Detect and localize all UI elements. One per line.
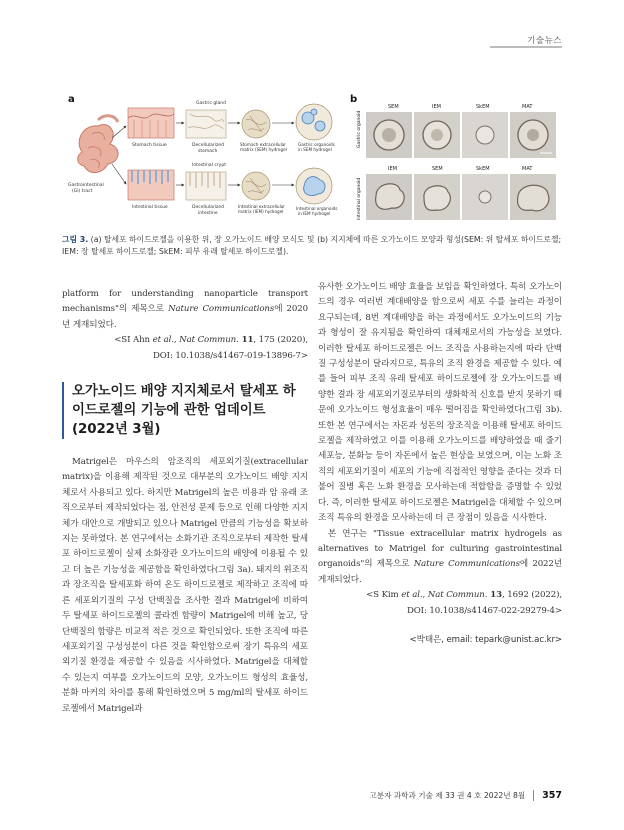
- svg-text:Gastric organoids: Gastric organoids: [298, 142, 335, 147]
- section-title: 오가노이드 배양 지지체로서 탈세포 하이드로젤의 기능에 관한 업데이트 (2022년 3월): [62, 382, 308, 439]
- svg-text:Intestinal extracellular: Intestinal extracellular: [238, 204, 286, 209]
- gastric-gland-label: Gastric gland: [196, 101, 226, 106]
- citation-2-doi: DOI: 10.1038/s41467-022-29279-4>: [406, 605, 562, 616]
- page-number: 357: [533, 790, 562, 801]
- right-column: [318, 280, 562, 648]
- panel-a-letter: a: [68, 94, 75, 105]
- caption-label: 그림 3.: [62, 235, 89, 244]
- right-para1: 유사한 오가노이드 배양 효율을 보임을 확인하였다. 특히 오가노이드의 경우 여러번 계대배양을 함으로써 세포 수를 늘리는 과정이 요구되는데, 8번 계대배양을 하는 과정에서도 오가노이드의 기능과 형성이 잘 유지됨을 확인하여 대체재로서의 가능성을 보였다. 이러한 탈세포 하이드로젤은 어느 조직을 사용하는지에 따라 단백질 구성성분이 달라지므로, 특유의 조직 환경을 제공할 수 있다. 예를 들어 피부 조직 유래 탈세포 하이드로젤에 장 오가노이드를 배양한 결과 장 세포외기질로부터의 생화학적 신호를 받지 못하기 때문에 오가노이드 형성효율이 매우 떨어짐을 확인하였다(그림 3b). 또한 본 연구에서는 자돈과 성돈의 장조직을 이용해 탈세포 하이드로젤을 제작하였고 이를 이용해 오가노이드를 배양하였을 때 줄기세포능, 분화능 등이 자돈에서 높은 현상을 보였으며, 이는 노화 조직의 세포외기질이 세포의 기능에 직접적인 영향을 준다는 것과 더불어 질병 혹은 노화 환경을 모사하는데 적합함을 증명할 수 있었다. 즉, 이러한 탈세포 하이드로젤은 Matrigel을 대체할 수 있으며 조직 특유의 환경을 모사하는데 더 큰 장점이 있음을 시사한다.: [318, 282, 562, 524]
- svg-text:Intestinal organoids: Intestinal organoids: [296, 206, 338, 211]
- svg-text:SEM: SEM: [388, 104, 399, 110]
- citation-1-doi: DOI: 10.1038/s41467-019-13896-7>: [152, 350, 308, 361]
- svg-text:IEM: IEM: [432, 104, 441, 110]
- svg-text:Decellularized: Decellularized: [192, 143, 224, 148]
- svg-text:in IEM hydrogel: in IEM hydrogel: [298, 211, 331, 216]
- figure-caption: [62, 234, 562, 258]
- svg-text:(GI) tract: (GI) tract: [72, 189, 93, 194]
- decellularized-stomach: [186, 110, 226, 138]
- svg-text:stomach: stomach: [198, 149, 218, 154]
- svg-text:Intestinal crypt: Intestinal crypt: [192, 163, 226, 168]
- left-para2: Matrigel은 마우스의 암조직의 세포외기질(extracellular matrix)을 이용해 제작된 것으로 대부분의 오가노이드 배양 지지체로서 사용되고 있다. 하지만 Matrigel의 높은 비용과 암 유래 조직으로부터 제작되었다는 점, 안전성 문제 등으로 인해 다양한 지지체가 대안으로 개발되고 있으나 Matrigel 만큼의 기능성을 확보하지는 못하였다. 본 연구에서는 소화기관 조직으로부터 제작한 탈세포 하이드로젤이 실제 소화장관 오가노이드의 배양에 이용될 수 있고 더 높은 기능성을 제공함을 확인하였다(그림 3a). 돼지의 위조직과 장조직을 탈세포화 하여 온도 하이드로젤로 제작하고 조직에 따른 세포외기질의 구성 단백질을 조사한 결과 Matrigel에 비하여 두 탈세포 하이드로젤의 콜라겐 함량이 Matrigel에 비해 높고, 당단백질의 함량은 비교적 적은 것으로 확인되었다. 또한 조직에 따른 세포외기질 구성성분이 다른 것을 확인함으로써 장기 특유의 세포외기질 환경을 제공할 수 있음을 시사하였다. Matrigel을 대체할 수 있는지 여부를 오가노이드의 모양, 오가노이드 형성의 효율성, 분화 마커의 차이를 통해 확인하였으며 5 mg/ml의 탈세포 하이드로젤에서 Matrigel과: [62, 457, 308, 714]
- svg-text:SkEM: SkEM: [476, 166, 490, 172]
- figure-3: [62, 90, 562, 230]
- svg-text:intestine: intestine: [198, 211, 218, 216]
- svg-text:matrix (SEM) hydrogel: matrix (SEM) hydrogel: [240, 147, 287, 152]
- intestinal-organoids: [296, 168, 332, 204]
- left-column: [62, 287, 308, 717]
- svg-text:MAT: MAT: [522, 104, 533, 110]
- panel-b-letter: b: [350, 94, 358, 105]
- svg-text:Intestinal organoid: Intestinal organoid: [357, 177, 362, 220]
- figure-panel-a: [62, 90, 346, 230]
- svg-text:in SEM hydrogel: in SEM hydrogel: [298, 147, 332, 152]
- svg-text:matrix (IEM) hydrogel: matrix (IEM) hydrogel: [238, 209, 284, 214]
- journal-info: 고분자 과학과 기술 제 33 권 4 호 2022년 8월: [369, 791, 526, 800]
- citation-1: <SI Ahn et al., Nat Commun. 11, 175 (2020),: [114, 335, 308, 346]
- section-label: 기술뉴스: [527, 36, 562, 46]
- decellularized-intestine: [186, 172, 226, 200]
- author-signature: <박태은, email: tepark@unist.ac.kr>: [409, 634, 562, 645]
- stomach-tissue-block: [128, 108, 174, 138]
- svg-text:Stomach extracellular: Stomach extracellular: [240, 142, 287, 147]
- row1-micrographs: [366, 112, 556, 158]
- micrograph-grid: [352, 90, 562, 230]
- svg-text:Decellularized: Decellularized: [192, 205, 224, 210]
- right-para2: 본 연구는 "Tissue extracellular matrix hydrogels as alternatives to Matrigel for culturing gastrointestinal organoids"의 제목으로 Nature Communications에 2022년 게재되었다.: [318, 528, 562, 585]
- caption-text: (a) 탈세포 하이드로젤을 이용한 위, 장 오가노이드 배양 모식도 및 (b) 지지체에 따른 오가노이드 모양과 형성(SEM: 위 탈세포 하이드로젤; IEM: 장 탈세포 하이드로젤; SkEM: 피부 유래 탈세포 하이드로젤).: [62, 235, 562, 256]
- svg-text:SEM: SEM: [432, 166, 443, 172]
- citation-2: <S Kim et al., Nat Commun. 13, 1692 (2022),: [366, 590, 562, 601]
- svg-text:Intestinal tissue: Intestinal tissue: [132, 205, 168, 210]
- header-rule: [490, 46, 562, 48]
- gi-tract-label: Gastrointestinal: [68, 183, 104, 188]
- page-footer: [369, 790, 562, 801]
- iem-hydrogel: [242, 172, 270, 200]
- svg-text:IEM: IEM: [388, 166, 397, 172]
- intestinal-tissue-block: [128, 170, 174, 200]
- svg-text:Stomach tissue: Stomach tissue: [132, 143, 167, 148]
- svg-text:SkEM: SkEM: [476, 104, 490, 110]
- schematic-illustration: [62, 90, 346, 230]
- figure-panel-b: [352, 90, 562, 230]
- left-para1: platform for understanding nanoparticle transport mechanisms"의 제목으로 Nature Communications에 2020년 게재되었다.: [62, 289, 308, 330]
- row2-micrographs: [366, 174, 556, 220]
- gastric-organoids: [296, 104, 332, 140]
- svg-text:Gastric organoid: Gastric organoid: [357, 110, 362, 148]
- sem-hydrogel: [242, 110, 270, 138]
- svg-text:MAT: MAT: [522, 166, 533, 172]
